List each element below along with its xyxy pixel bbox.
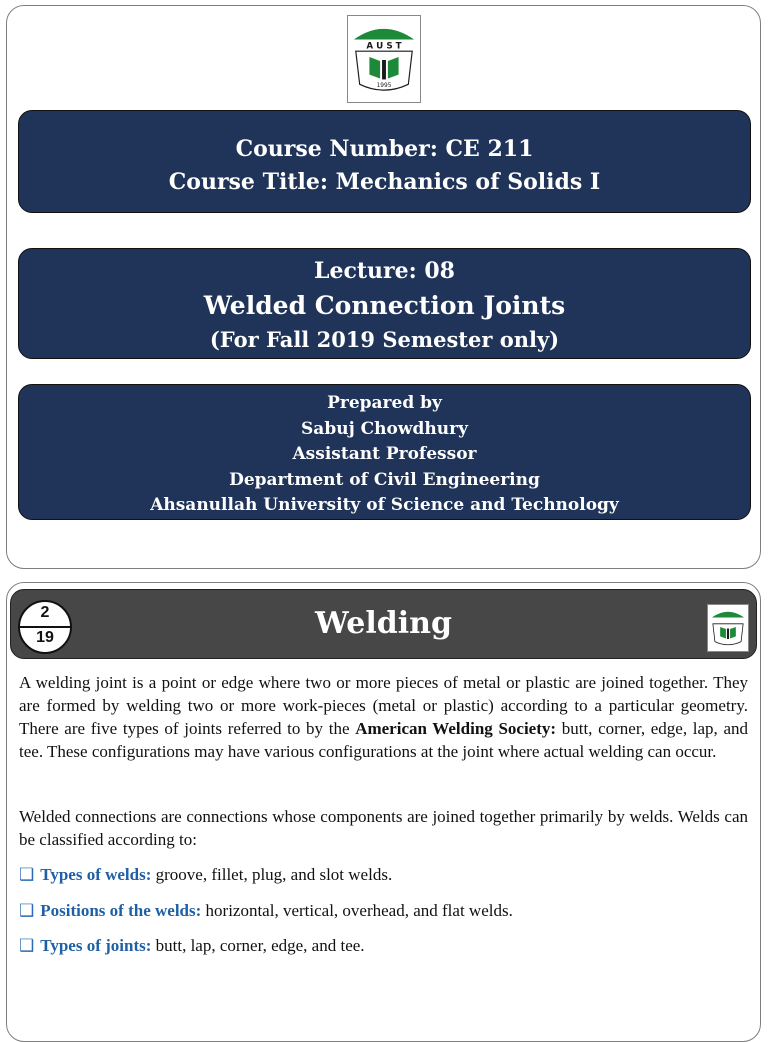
aust-logo-icon <box>347 15 421 103</box>
author-info-box <box>18 384 751 520</box>
bullet-text: groove, fillet, plug, and slot welds. <box>151 865 393 884</box>
slide-header <box>10 589 757 659</box>
bullet-text: horizontal, vertical, overhead, and flat welds. <box>201 901 513 920</box>
lecture-note: (For Fall 2019 Semester only) <box>209 327 560 352</box>
author-department: Department of Civil Engineering <box>229 469 540 490</box>
bullet-text: butt, lap, corner, edge, and tee. <box>151 936 365 955</box>
checkbox-icon: ❑ <box>19 865 35 884</box>
bullet-term: Types of joints: <box>40 936 152 955</box>
bullet-term: Positions of the welds: <box>40 901 202 920</box>
bullet-term: Types of welds: <box>40 865 152 884</box>
author-university: Ahsanullah University of Science and Technology <box>150 495 619 515</box>
title-slide <box>6 5 761 569</box>
lecture-number: Lecture: 08 <box>313 258 455 284</box>
page-current: 2 <box>40 604 50 621</box>
checkbox-icon: ❑ <box>19 936 35 955</box>
author-name: Sabuj Chowdhury <box>301 418 468 439</box>
aust-logo-small-icon <box>707 604 749 652</box>
bullet-positions-of-welds <box>19 899 748 922</box>
bullet-types-of-welds <box>19 863 748 886</box>
slide-title: Welding <box>315 606 452 641</box>
logo-text: A U S T <box>366 41 402 52</box>
page-total: 19 <box>36 629 54 646</box>
logo-year: 1995 <box>376 83 392 90</box>
course-number: Course Number: CE 211 <box>235 136 534 162</box>
para1-before: A welding joint is a point or edge where two or more pieces of metal or plastic are joined together. They are formed by welding two or more work-pieces (metal or plastic) according to a particular geometry. There are five types of joints referred to by the <box>19 673 748 738</box>
welding-slide <box>6 582 761 1042</box>
course-title: Course Title: Mechanics of Solids I <box>168 169 601 195</box>
lecture-topic: Welded Connection Joints <box>203 291 566 320</box>
welding-joint-paragraph <box>19 671 748 763</box>
para1-after: butt, corner, edge, lap, and tee. These configurations may have various configurations at the joint where actual welding can occur. <box>19 719 749 761</box>
author-position: Assistant Professor <box>292 444 477 464</box>
course-info-box <box>18 110 751 213</box>
welded-connections-paragraph: Welded connections are connections whose components are joined together primarily by welds. Welds can be classified according to: <box>19 807 748 849</box>
para1-bold: American Welding Society: <box>355 719 557 738</box>
lecture-info-box <box>18 248 751 359</box>
checkbox-icon: ❑ <box>19 901 35 920</box>
prepared-by-label: Prepared by <box>327 393 442 413</box>
bullet-types-of-joints <box>19 934 748 957</box>
